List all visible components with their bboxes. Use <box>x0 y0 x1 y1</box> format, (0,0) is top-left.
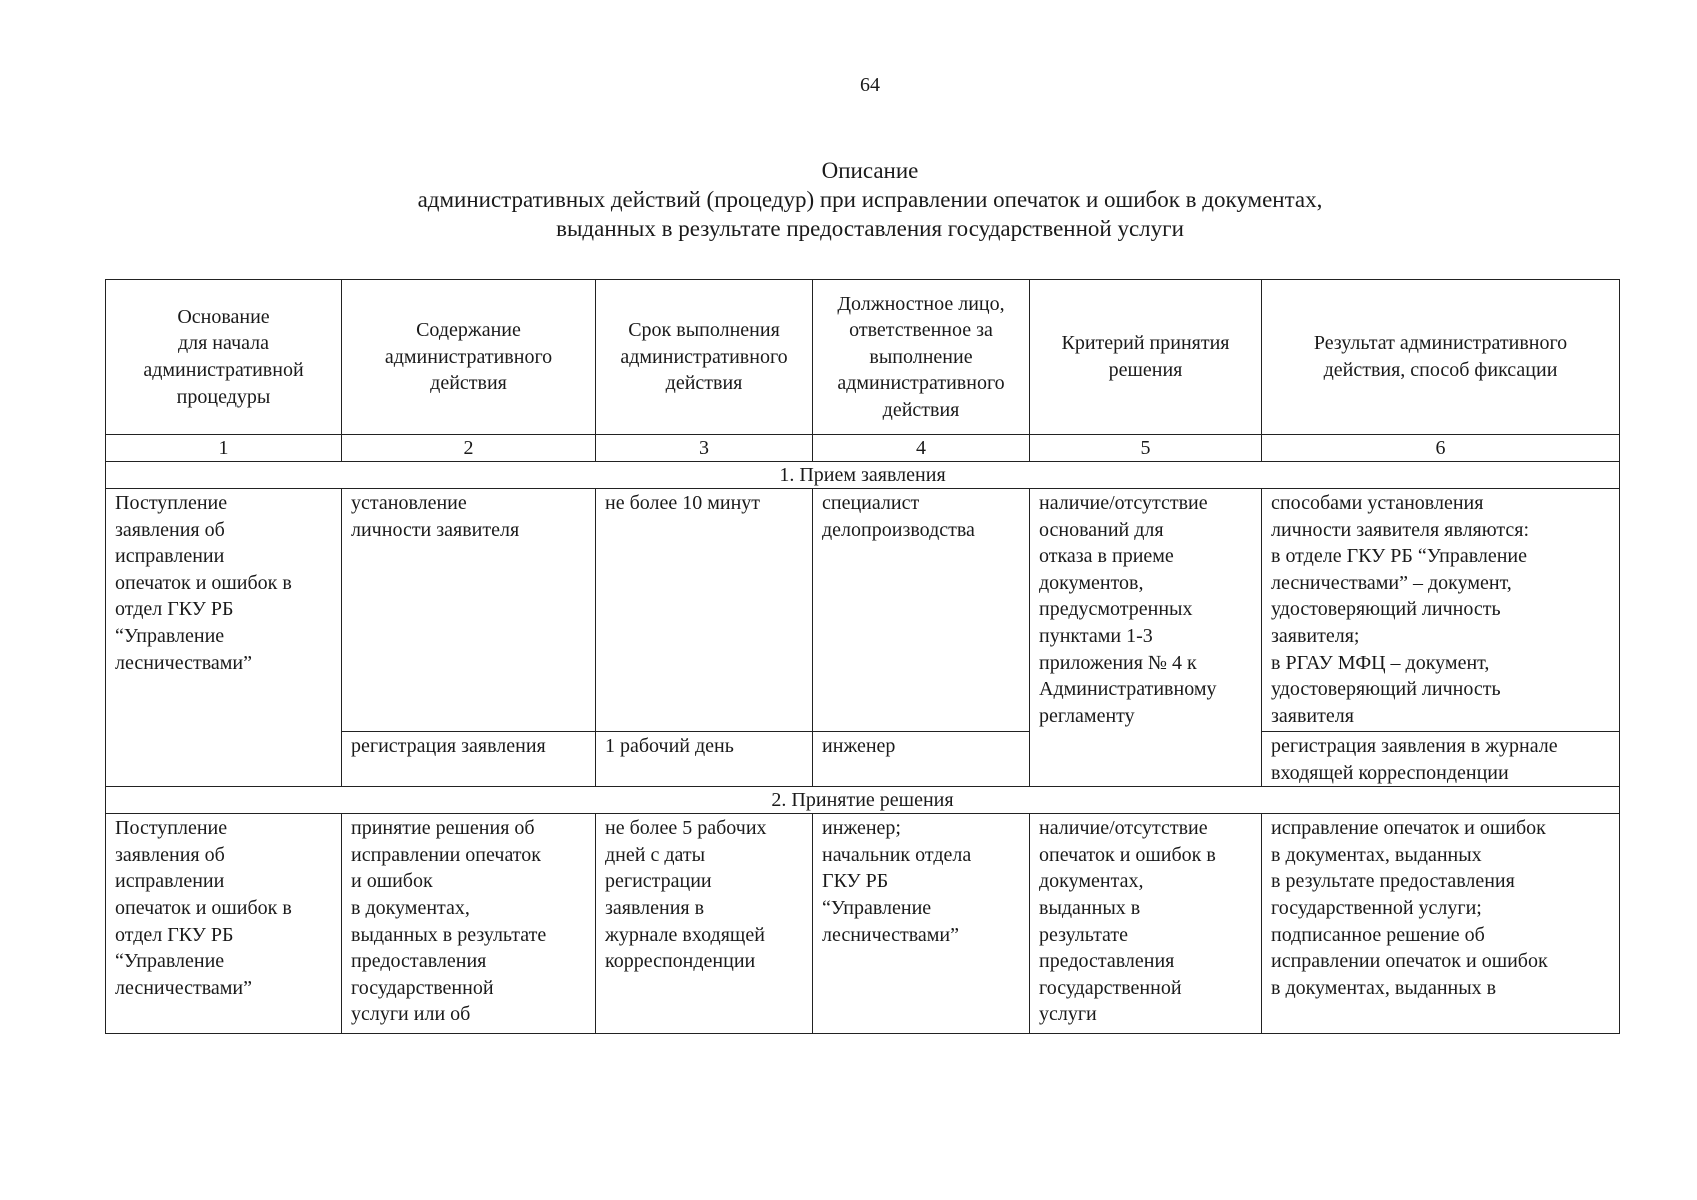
cell-text-line: в результате предоставления <box>1271 870 1515 893</box>
cell-text-line: отдел ГКУ РБ <box>115 598 234 621</box>
cell-text-line: заявителя <box>1271 704 1354 727</box>
cell-text-line: наличие/отсутствие <box>1039 492 1208 514</box>
cell-text-line: входящей корреспонденции <box>1271 761 1509 784</box>
cell-text-line: исправлении <box>115 545 225 568</box>
cell-text-line: выполнение <box>869 345 973 368</box>
table-row <box>106 489 1620 732</box>
cell-text-line: заявителя; <box>1271 624 1360 647</box>
cell-text-line: инженер <box>822 735 896 757</box>
section-title: 1. Прием заявления <box>106 462 1620 489</box>
cell-text-line: способами установления <box>1271 492 1484 514</box>
cell-text-line: услуги <box>1039 1003 1097 1026</box>
cell-text-line: опечаток и ошибок в <box>115 571 292 594</box>
procedures-table <box>105 279 1620 1034</box>
cell-text-line: Критерий принятия <box>1061 332 1230 355</box>
cell-text-line: наличие/отсутствие <box>1039 817 1208 840</box>
cell-text-line: ответственное за <box>849 319 993 342</box>
cell-text-line: решения <box>1108 359 1183 381</box>
official-cell <box>813 732 1030 787</box>
column-number: 2 <box>342 435 596 462</box>
column-number-row <box>106 435 1620 462</box>
column-number: 3 <box>596 435 813 462</box>
cell-text-line: подписанное решение об <box>1271 923 1485 946</box>
header-row <box>106 280 1620 435</box>
column-number: 5 <box>1030 435 1262 462</box>
cell-text-line: делопроизводства <box>822 518 975 541</box>
header-cell <box>596 280 813 435</box>
cell-text-line: выданных в <box>1039 896 1141 919</box>
cell-text-line: услуги или об <box>351 1003 471 1026</box>
result-cell <box>1262 489 1620 732</box>
cell-text-line: исправлении <box>115 870 225 893</box>
cell-text-line: удостоверяющий личность <box>1271 598 1501 621</box>
cell-text-line: Основание <box>177 305 270 328</box>
cell-text-line: Результат административного <box>1313 332 1568 355</box>
cell-text-line: опечаток и ошибок в <box>115 896 292 919</box>
cell-text-line: в отделе ГКУ РБ “Управление <box>1271 545 1528 568</box>
content-cell <box>342 814 596 1034</box>
header-cell <box>342 280 596 435</box>
cell-text-line: опечаток и ошибок в <box>1039 843 1216 866</box>
column-number: 4 <box>813 435 1030 462</box>
cell-text-line: в документах, <box>351 896 470 919</box>
page-number: 64 <box>860 74 880 96</box>
official-cell <box>813 489 1030 732</box>
cell-text-line: Должностное лицо, <box>837 292 1005 315</box>
cell-text-line: начальник отдела <box>822 843 972 866</box>
cell-text-line: и ошибок <box>351 870 433 893</box>
cell-text-line: корреспонденции <box>605 950 756 973</box>
cell-text-line: в документах, выданных в <box>1271 976 1497 999</box>
header-cell <box>1030 280 1262 435</box>
term-cell <box>596 814 813 1034</box>
cell-text-line: регламенту <box>1039 704 1135 727</box>
cell-text-line: удостоверяющий личность <box>1271 678 1501 701</box>
result-cell <box>1262 732 1620 787</box>
cell-text-line: Содержание <box>416 319 521 342</box>
cell-text-line: государственной <box>1039 976 1182 999</box>
content-cell <box>342 732 596 787</box>
cell-text-line: действия <box>882 398 960 421</box>
cell-text-line: регистрация заявления <box>351 735 546 757</box>
header-cell <box>1262 280 1620 435</box>
cell-text-line: инженер; <box>822 817 901 840</box>
cell-text-line: административного <box>620 345 788 368</box>
column-number: 6 <box>1262 435 1620 462</box>
cell-text-line: заявления об <box>115 843 225 866</box>
cell-text-line: 1 рабочий день <box>605 735 734 757</box>
official-cell <box>813 814 1030 1034</box>
section-title: 2. Принятие решения <box>106 787 1620 814</box>
cell-text-line: административной <box>143 359 304 381</box>
cell-text-line: исправлении опечаток и ошибок <box>1271 950 1548 973</box>
title-line-2: административных действий (процедур) при исправлении опечаток и ошибок в документах, <box>417 187 1323 212</box>
cell-text-line: установление <box>351 492 467 514</box>
term-cell <box>596 489 813 732</box>
cell-text-line: пунктами 1-3 <box>1039 624 1153 647</box>
cell-text-line: исправление опечаток и ошибок <box>1271 817 1546 840</box>
cell-text-line: дней с даты <box>605 843 706 866</box>
cell-text-line: лесничествами” – документ, <box>1271 571 1512 594</box>
term-cell <box>596 732 813 787</box>
cell-text-line: Срок выполнения <box>628 319 780 342</box>
title-line-1: Описание <box>821 158 919 183</box>
cell-text-line: приложения № 4 к <box>1039 651 1197 674</box>
basis-cell <box>106 489 342 787</box>
cell-text-line: журнале входящей <box>605 923 765 946</box>
document-title <box>300 156 1440 243</box>
section-row <box>106 787 1620 814</box>
cell-text-line: отдел ГКУ РБ <box>115 923 234 946</box>
cell-text-line: “Управление <box>822 896 932 919</box>
cell-text-line: регистрация заявления в журнале <box>1271 735 1558 757</box>
cell-text-line: не более 10 минут <box>605 492 761 514</box>
cell-text-line: государственной услуги; <box>1271 896 1482 919</box>
cell-text-line: лесничествами” <box>115 651 252 674</box>
cell-text-line: действия <box>665 372 743 395</box>
cell-text-line: заявления об <box>115 518 225 541</box>
column-number: 1 <box>106 435 342 462</box>
cell-text-line: исправлении опечаток <box>351 843 541 866</box>
cell-text-line: регистрации <box>605 870 712 893</box>
cell-text-line: специалист <box>822 492 920 514</box>
criterion-cell <box>1030 489 1262 787</box>
cell-text-line: действия <box>430 372 507 395</box>
cell-text-line: процедуры <box>176 385 271 408</box>
title-line-3: выданных в результате предоставления государственной услуги <box>556 216 1184 241</box>
cell-text-line: предоставления <box>1039 950 1175 973</box>
cell-text-line: для начала <box>177 332 270 355</box>
cell-text-line: в документах, выданных <box>1271 843 1482 866</box>
content-cell <box>342 489 596 732</box>
cell-text-line: результате <box>1039 923 1129 946</box>
cell-text-line: принятие решения об <box>351 817 535 840</box>
table-row <box>106 814 1620 1034</box>
cell-text-line: документах, <box>1039 870 1144 893</box>
cell-text-line: документов, <box>1039 571 1144 594</box>
cell-text-line: отказа в приеме <box>1039 545 1174 568</box>
result-cell <box>1262 814 1620 1034</box>
section-row <box>106 462 1620 489</box>
cell-text-line: государственной <box>351 976 494 999</box>
cell-text-line: предоставления <box>351 950 487 973</box>
cell-text-line: Поступление <box>115 817 228 840</box>
cell-text-line: действия, способ фиксации <box>1323 359 1558 381</box>
criterion-cell <box>1030 814 1262 1034</box>
cell-text-line: лесничествами” <box>115 976 252 999</box>
cell-text-line: в РГАУ МФЦ – документ, <box>1271 651 1490 674</box>
cell-text-line: личности заявителя являются: <box>1271 518 1530 541</box>
cell-text-line: ГКУ РБ <box>822 870 889 893</box>
cell-text-line: личности заявителя <box>351 518 520 541</box>
cell-text-line: не более 5 рабочих <box>605 817 767 840</box>
cell-text-line: лесничествами” <box>822 923 959 946</box>
header-cell <box>813 280 1030 435</box>
basis-cell <box>106 814 342 1034</box>
cell-text-line: оснований для <box>1039 518 1164 541</box>
cell-text-line: заявления в <box>605 896 705 919</box>
cell-text-line: “Управление <box>115 950 225 973</box>
cell-text-line: выданных в результате <box>351 923 547 946</box>
cell-text-line: “Управление <box>115 624 225 647</box>
cell-text-line: Поступление <box>115 492 228 514</box>
cell-text-line: предусмотренных <box>1039 598 1193 621</box>
cell-text-line: административного <box>384 345 553 368</box>
header-cell <box>106 280 342 435</box>
cell-text-line: Административному <box>1039 678 1217 701</box>
cell-text-line: административного <box>837 372 1005 395</box>
